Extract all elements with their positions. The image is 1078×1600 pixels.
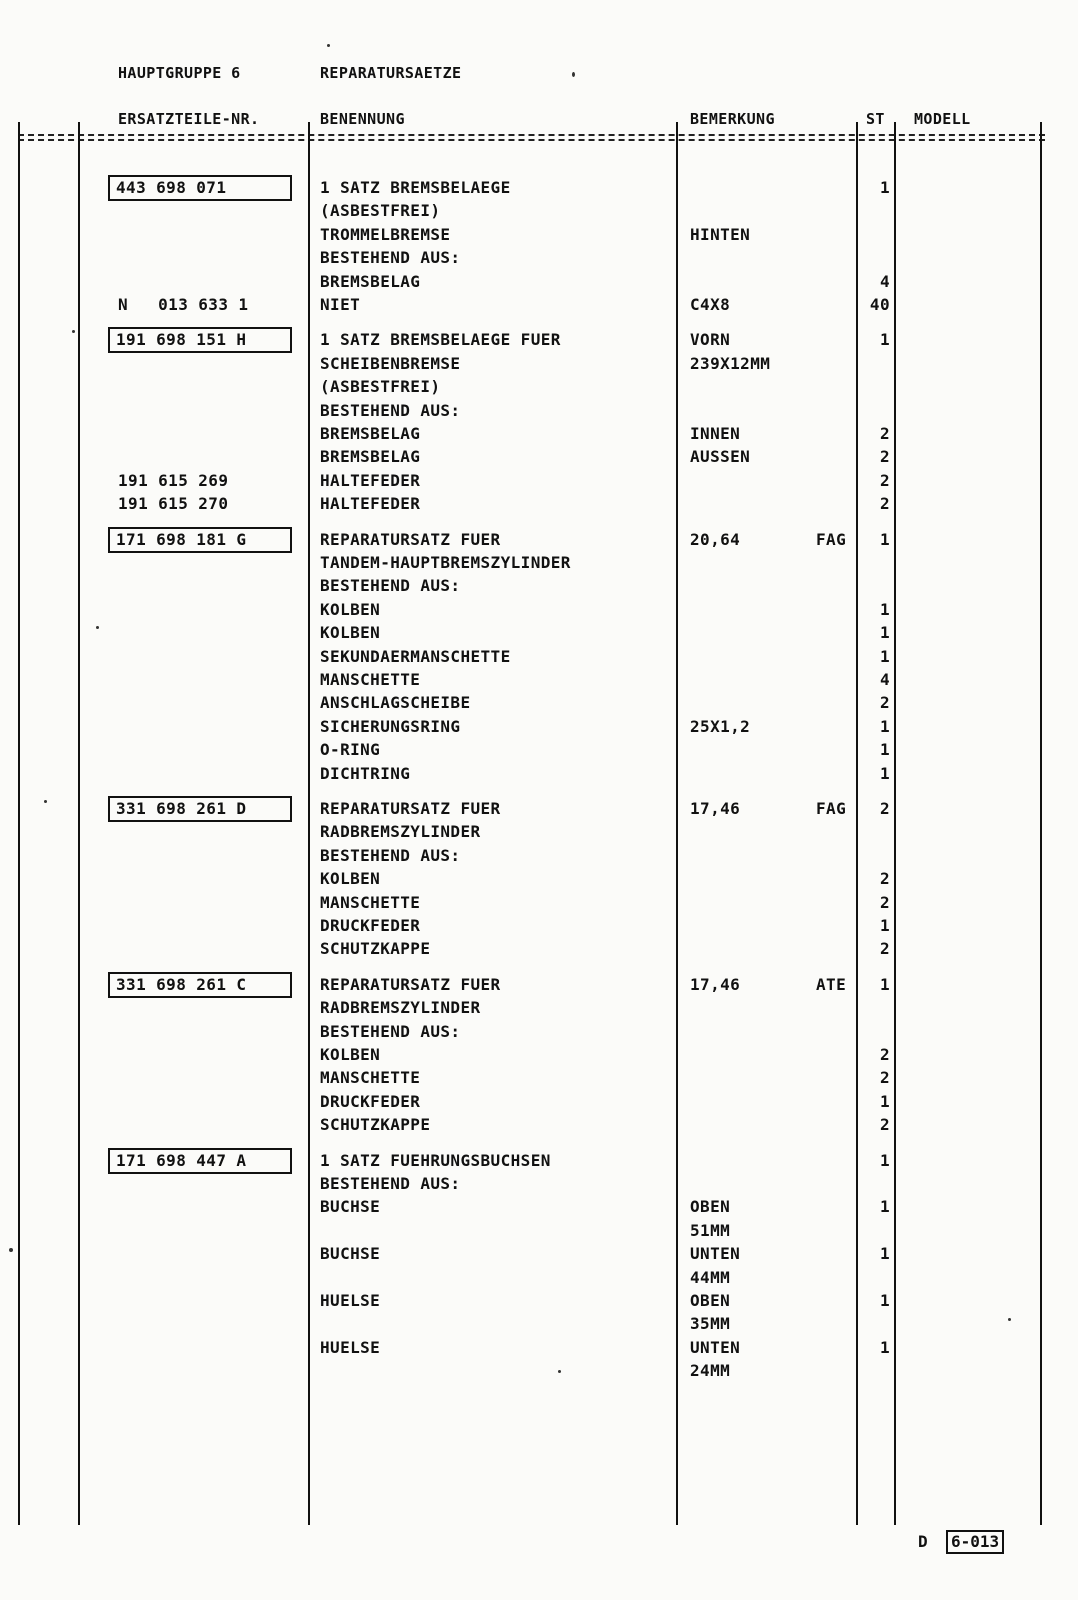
scan-speck [44,800,47,803]
part-quantity: 1 [879,1338,890,1357]
part-name: BESTEHEND AUS: [320,248,461,267]
part-quantity: 4 [879,670,890,689]
part-quantity: 1 [879,647,890,666]
part-name: HALTEFEDER [320,494,421,513]
kit-part-number-box [108,527,292,553]
part-name: 1 SATZ BREMSBELAEGE [320,178,511,197]
part-name: NIET [320,295,361,314]
part-quantity: 1 [879,623,890,642]
scan-speck [96,626,99,629]
part-quantity: 2 [879,424,890,443]
part-quantity: 1 [879,1244,890,1263]
part-quantity: 1 [879,178,890,197]
column-rule-right [1040,122,1042,1525]
scan-speck [9,1248,13,1252]
kit-part-number: 171 698 447 A [116,1151,247,1170]
part-name: (ASBESTFREI) [320,201,441,220]
part-quantity: 1 [879,600,890,619]
part-quantity: 1 [879,916,890,935]
part-name: RADBREMSZYLINDER [320,822,481,841]
part-quantity: 40 [869,295,890,314]
part-name: BESTEHEND AUS: [320,846,461,865]
part-name: BUCHSE [320,1197,381,1216]
group-title: REPARATURSAETZE [320,64,462,82]
part-remark: UNTEN [690,1338,741,1357]
part-quantity: 1 [879,1151,890,1170]
part-name: BREMSBELAG [320,272,421,291]
part-number: N 013 633 1 [118,295,249,314]
part-name: MANSCHETTE [320,670,421,689]
part-remark: 25X1,2 [690,717,751,736]
part-remark: 35MM [690,1314,731,1333]
kit-part-number-box [108,1148,292,1174]
part-quantity: 2 [879,1045,890,1064]
part-name: TROMMELBREMSE [320,225,451,244]
footer-prefix: D [918,1532,929,1551]
part-name: TANDEM-HAUPTBREMSZYLINDER [320,553,571,572]
part-remark: 239X12MM [690,354,771,373]
scan-speck [572,72,575,77]
part-remark: AUSSEN [690,447,751,466]
scan-speck [1008,1318,1011,1321]
kit-part-number-box [108,796,292,822]
part-quantity: 2 [879,939,890,958]
part-name: KOLBEN [320,1045,381,1064]
column-rule-name [308,122,310,1525]
part-quantity: 2 [879,799,890,818]
page-reference: 6-013 [946,1530,1004,1554]
part-quantity: 2 [879,693,890,712]
part-quantity: 2 [879,471,890,490]
part-remark: 24MM [690,1361,731,1380]
kit-part-number: 443 698 071 [116,178,227,197]
part-quantity: 1 [879,1291,890,1310]
part-quantity: 1 [879,740,890,759]
column-rule-left [18,122,20,1525]
part-number: 191 615 270 [118,494,229,513]
part-remark: VORN [690,330,731,349]
part-name: BREMSBELAG [320,424,421,443]
kit-part-number: 191 698 151 H [116,330,247,349]
part-name: 1 SATZ BREMSBELAEGE FUER [320,330,561,349]
part-name: BESTEHEND AUS: [320,1022,461,1041]
part-name: KOLBEN [320,623,381,642]
part-name: KOLBEN [320,600,381,619]
part-name: BESTEHEND AUS: [320,401,461,420]
part-remark: UNTEN [690,1244,741,1263]
part-quantity: 2 [879,447,890,466]
part-name: SICHERUNGSRING [320,717,461,736]
part-remark: 17,46 [690,975,741,994]
part-name: DRUCKFEDER [320,1092,421,1111]
part-quantity: 1 [879,717,890,736]
scan-speck [72,330,75,333]
kit-part-number-box [108,972,292,998]
part-name: REPARATURSATZ FUER [320,530,501,549]
manufacturer-code: FAG [816,799,847,818]
kit-part-number: 171 698 181 G [116,530,247,549]
part-remark: 44MM [690,1268,731,1287]
part-remark: HINTEN [690,225,751,244]
kit-part-number-box [108,175,292,201]
part-remark: 20,64 [690,530,741,549]
kit-part-number-box [108,327,292,353]
part-quantity: 1 [879,530,890,549]
part-name: BESTEHEND AUS: [320,1174,461,1193]
part-quantity: 1 [879,330,890,349]
part-name: SEKUNDAERMANSCHETTE [320,647,511,666]
part-name: DRUCKFEDER [320,916,421,935]
header-separator-lower [18,139,1045,141]
kit-part-number: 331 698 261 C [116,975,247,994]
part-remark: 51MM [690,1221,731,1240]
column-header-part-number: ERSATZTEILE-NR. [118,110,260,128]
part-remark: C4X8 [690,295,731,314]
part-name: MANSCHETTE [320,1068,421,1087]
part-quantity: 1 [879,1197,890,1216]
part-name: HUELSE [320,1338,381,1357]
part-name: SCHEIBENBREMSE [320,354,461,373]
header-separator [18,134,1045,136]
manufacturer-code: FAG [816,530,847,549]
part-number: 191 615 269 [118,471,229,490]
part-remark: OBEN [690,1291,731,1310]
part-quantity: 4 [879,272,890,291]
part-name: O-RING [320,740,381,759]
part-remark: INNEN [690,424,741,443]
column-header-remark: BEMERKUNG [690,110,775,128]
part-name: REPARATURSATZ FUER [320,975,501,994]
part-name: SCHUTZKAPPE [320,939,431,958]
column-header-name: BENENNUNG [320,110,405,128]
column-rule-remark [676,122,678,1525]
part-quantity: 2 [879,893,890,912]
part-name: REPARATURSATZ FUER [320,799,501,818]
part-name: 1 SATZ FUEHRUNGSBUCHSEN [320,1151,551,1170]
part-name: BUCHSE [320,1244,381,1263]
part-name: DICHTRING [320,764,411,783]
part-quantity: 1 [879,975,890,994]
column-header-model: MODELL [914,110,971,128]
column-rule-model [894,122,896,1525]
part-name: RADBREMSZYLINDER [320,998,481,1017]
kit-part-number: 331 698 261 D [116,799,247,818]
part-name: HUELSE [320,1291,381,1310]
manufacturer-code: ATE [816,975,847,994]
part-name: (ASBESTFREI) [320,377,441,396]
part-remark: OBEN [690,1197,731,1216]
part-name: MANSCHETTE [320,893,421,912]
part-name: HALTEFEDER [320,471,421,490]
part-name: ANSCHLAGSCHEIBE [320,693,471,712]
scan-speck [327,44,330,47]
part-remark: 17,46 [690,799,741,818]
part-quantity: 2 [879,1068,890,1087]
part-quantity: 2 [879,494,890,513]
group-label: HAUPTGRUPPE 6 [118,64,241,82]
part-name: BESTEHEND AUS: [320,576,461,595]
part-quantity: 2 [879,1115,890,1134]
scan-speck [558,1370,561,1373]
part-name: KOLBEN [320,869,381,888]
part-name: BREMSBELAG [320,447,421,466]
column-rule-part [78,122,80,1525]
part-quantity: 1 [879,764,890,783]
part-quantity: 2 [879,869,890,888]
part-quantity: 1 [879,1092,890,1111]
column-header-quantity: ST [866,110,885,128]
part-name: SCHUTZKAPPE [320,1115,431,1134]
